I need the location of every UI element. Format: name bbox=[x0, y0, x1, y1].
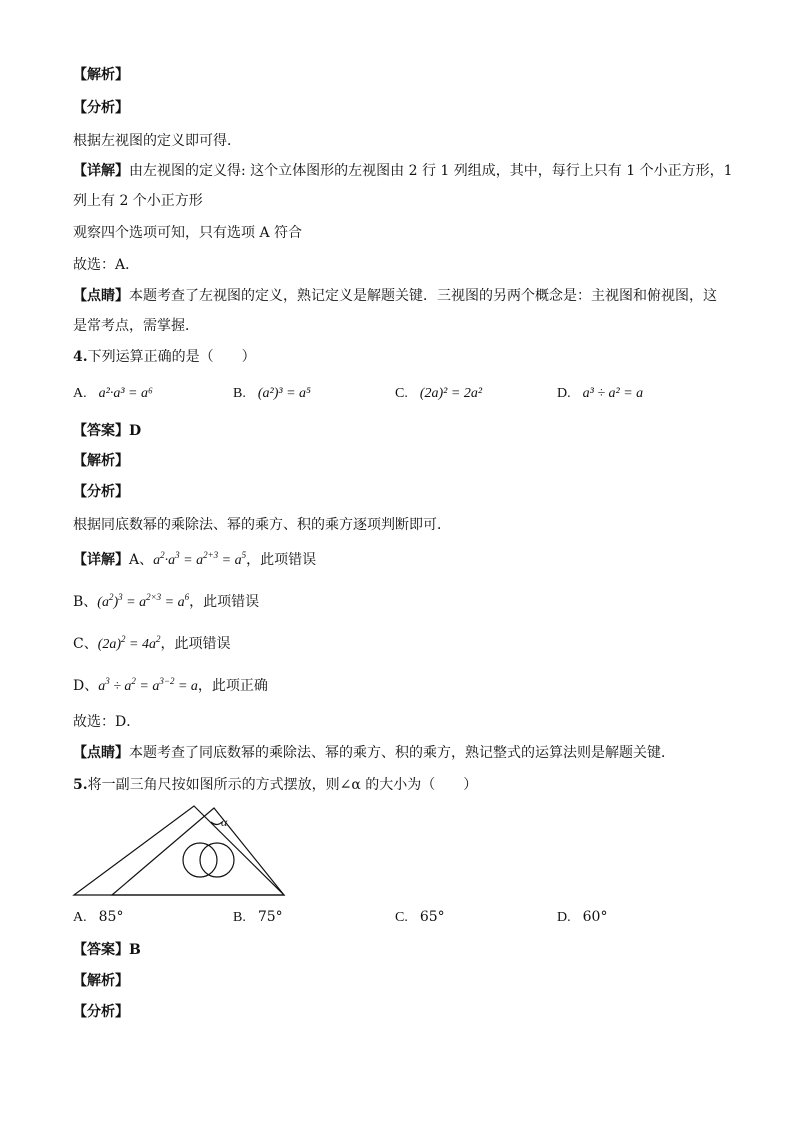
section-fenxi: 【分析】 bbox=[73, 484, 129, 500]
section-daan: 【答案】 bbox=[73, 423, 129, 439]
option-label: A. bbox=[73, 910, 87, 925]
option-label: A. bbox=[73, 386, 87, 401]
daan-value: D bbox=[129, 423, 142, 439]
section-dianjing: 【点睛】 bbox=[73, 288, 129, 304]
option-label: B. bbox=[233, 910, 246, 925]
option-label: D. bbox=[557, 386, 571, 401]
section-dianjing: 【点睛】 bbox=[73, 745, 129, 761]
dianjing-text: 本题考查了同底数幂的乘除法、幂的乘方、积的乘方，熟记整式的运算法则是解题关键． bbox=[129, 745, 675, 761]
step-c-label: C、 bbox=[73, 636, 98, 652]
option-expr: a³ ÷ a² = a bbox=[582, 386, 644, 401]
dianjing-line bbox=[73, 286, 717, 306]
triangle-rulers-figure bbox=[70, 800, 290, 900]
question-text: 下列运算正确的是（ ） bbox=[87, 349, 256, 365]
fenxi-text: 根据左视图的定义即可得． bbox=[73, 133, 241, 149]
section-xiangjie: 【详解】 bbox=[73, 163, 129, 179]
step-b-formula: $(a^2)^3 = a^{2\times 3} = a^6$ bbox=[97, 592, 190, 610]
question-4-stem bbox=[73, 347, 256, 367]
step-b-note: ，此项错误 bbox=[189, 594, 260, 610]
q5-option-d bbox=[557, 909, 607, 926]
option-value: 85° bbox=[98, 909, 124, 925]
q4-option-c bbox=[395, 385, 482, 402]
question-number: 4. bbox=[73, 349, 88, 365]
dianjing-line bbox=[73, 743, 675, 763]
section-jiexi: 【解析】 bbox=[73, 453, 129, 469]
daan-line bbox=[73, 940, 141, 960]
option-label: D. bbox=[557, 910, 571, 925]
step-d-formula: $a^3 \div a^2 = a^{3-2} = a$ bbox=[98, 676, 198, 694]
option-value: 60° bbox=[582, 909, 608, 925]
step-c-note: ，此项错误 bbox=[160, 636, 231, 652]
xiangjie-text: 由左视图的定义得: 这个立体图形的左视图由 2 行 1 列组成，其中，每行上只有 1 个小正方形，1 bbox=[129, 163, 733, 179]
second-triangle bbox=[112, 808, 284, 895]
step-d bbox=[73, 676, 268, 697]
option-value: 75° bbox=[257, 909, 283, 925]
section-jiexi: 【解析】 bbox=[73, 973, 129, 989]
alpha-label: α bbox=[221, 815, 228, 829]
xiangjie-line bbox=[73, 161, 733, 181]
q4-option-d bbox=[557, 385, 643, 402]
question-number: 5. bbox=[73, 777, 88, 793]
option-value: 65° bbox=[419, 909, 445, 925]
section-daan: 【答案】 bbox=[73, 942, 129, 958]
answer-text: 故选：D． bbox=[73, 714, 141, 730]
step-d-note: ，此项正确 bbox=[197, 678, 268, 694]
option-label: C. bbox=[395, 386, 408, 401]
option-label: C. bbox=[395, 910, 408, 925]
section-xiangjie: 【详解】 bbox=[73, 552, 129, 568]
observe-text: 观察四个选项可知，只有选项 A 符合 bbox=[73, 225, 303, 241]
q5-option-b bbox=[233, 909, 283, 926]
section-fenxi: 【分析】 bbox=[73, 1004, 129, 1020]
section-jiexi: 【解析】 bbox=[73, 67, 129, 83]
step-a bbox=[73, 550, 316, 571]
daan-line bbox=[73, 421, 141, 441]
step-c bbox=[73, 634, 231, 655]
xiangjie-cont: 列上有 2 个小正方形 bbox=[73, 193, 203, 209]
step-a-formula: $a^2\cdot a^3 = a^{2+3} = a^5$ bbox=[153, 550, 247, 568]
step-d-label: D、 bbox=[73, 678, 99, 694]
option-expr: a²·a³ = a⁶ bbox=[98, 386, 153, 401]
dianjing-cont: 是常考点，需掌握． bbox=[73, 318, 199, 334]
q5-option-a bbox=[73, 909, 123, 926]
q4-option-b bbox=[233, 385, 311, 402]
fenxi-text: 根据同底数幂的乘除法、幂的乘方、积的乘方逐项判断即可． bbox=[73, 517, 451, 533]
question-5-stem bbox=[73, 775, 477, 795]
answer-text: 故选：A． bbox=[73, 257, 140, 273]
question-text: 将一副三角尺按如图所示的方式摆放，则∠α 的大小为（ ） bbox=[87, 777, 478, 793]
option-expr: (a²)³ = a⁵ bbox=[257, 386, 311, 401]
daan-value: B bbox=[129, 942, 141, 958]
option-expr: (2a)² = 2a² bbox=[419, 386, 483, 401]
q4-option-a bbox=[73, 385, 153, 402]
large-triangle bbox=[74, 806, 284, 895]
step-a-note: ，此项错误 bbox=[246, 552, 317, 568]
section-fenxi: 【分析】 bbox=[73, 100, 129, 116]
step-a-label: A、 bbox=[129, 552, 154, 568]
dianjing-text: 本题考查了左视图的定义，熟记定义是解题关键．三视图的另两个概念是：主视图和俯视图，这 bbox=[129, 288, 717, 304]
step-b bbox=[73, 592, 259, 613]
option-label: B. bbox=[233, 386, 246, 401]
step-b-label: B、 bbox=[73, 594, 98, 610]
step-c-formula: $(2a)^2 = 4a^2$ bbox=[97, 634, 161, 652]
q5-option-c bbox=[395, 909, 445, 926]
